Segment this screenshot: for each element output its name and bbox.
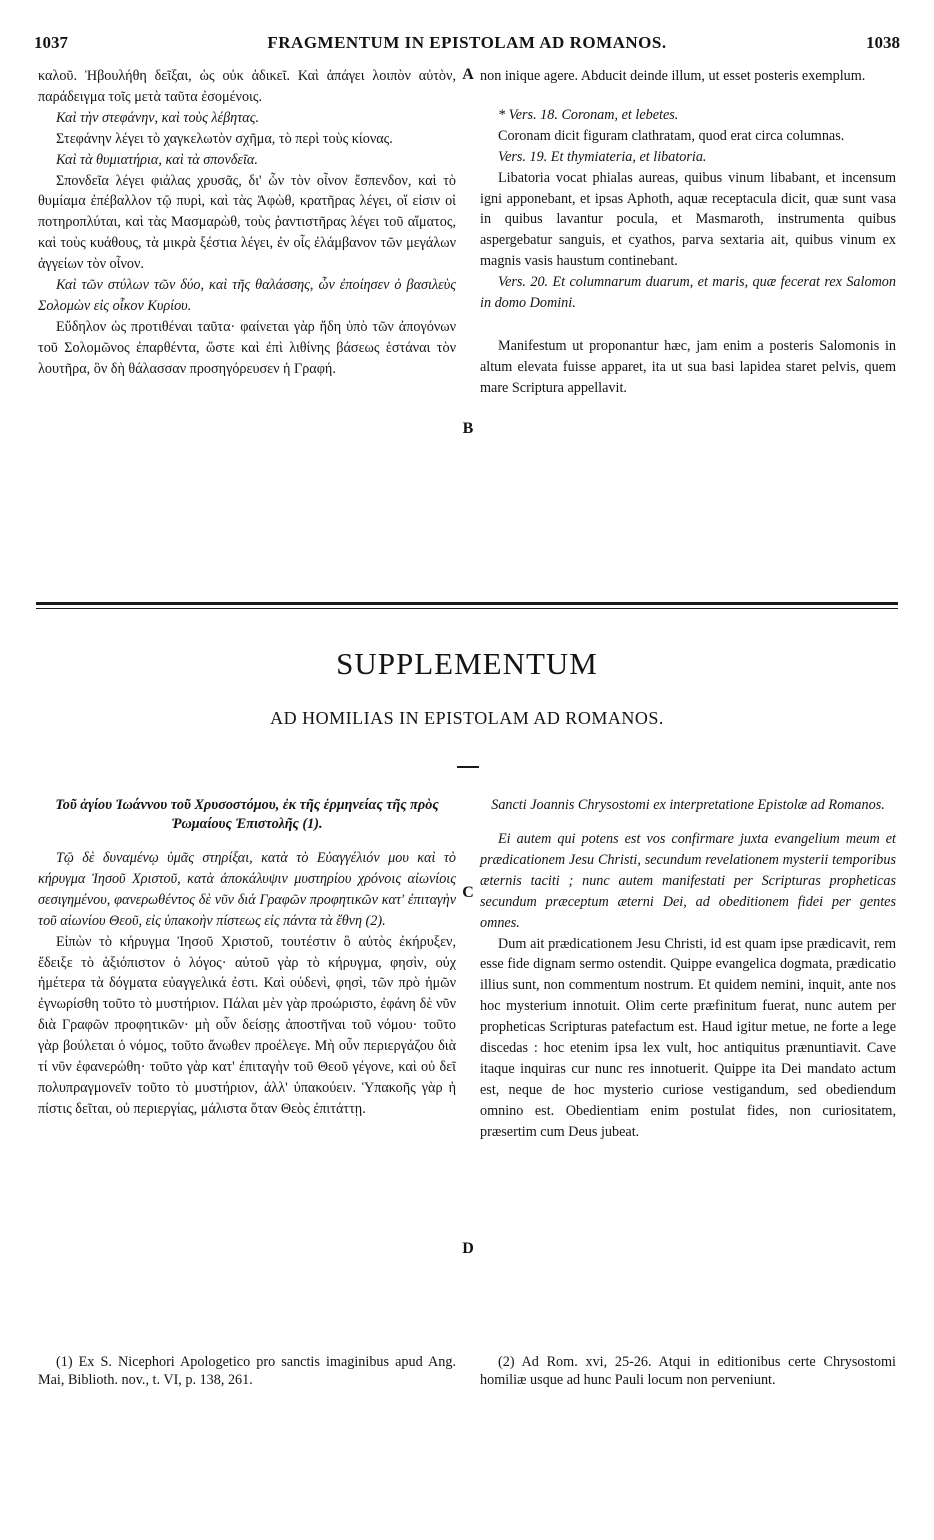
greek-section-title: Τοῦ ἁγίου Ἰωάννου τοῦ Χρυσοστόμου, ἐκ τῆς ἑρμηνείας τῆς πρὸς Ῥωμαίους Ἐπιστολῆς (1). <box>55 797 439 832</box>
page-number-left: 1037 <box>34 33 68 52</box>
greek-column-top <box>38 66 456 380</box>
latin-lemma: * Vers. 18. Coronam, et lebetes. <box>498 106 679 123</box>
page-number-right: 1038 <box>866 33 900 52</box>
greek-paragraph: Εἰπὼν τὸ κήρυγμα Ἰησοῦ Χριστοῦ, τουτέστιν ὃ αὐτὸς ἐκήρυξεν, ἔδειξε τὸ ἀξιόπιστον ὁ λόγος· αὐτοῦ γὰρ τὸ κήρυγμα, φησὶν, οὐχ ἡμέτερα τὰ δόγματα εὐαγγελικά ἐστι. Καὶ οὐδενὶ, φησὶ, τῶν πρὸ ἡμῶν ἐγνωρίσθη τοῦτο τὸ μυστήριον. Πάλαι μὲν γὰρ προώριστο, ἐφάνη δὲ νῦν διὰ Γραφῶν προφητικῶν· μὴ οὖν δείσῃς ἀποστῆναι τοῦ νόμου· τοῦτο γὰρ βούλεται ὁ νόμος, τοῦτο ἄνωθεν προέλεγε. Μὴ οὖν περιεργάζου διὰ τί νῦν ἐφανερώθη· τοῦτο γὰρ κατ' ἐπιταγὴν τοῦ Θεοῦ γέγονε, καὶ οὐ δεῖ πολυπραγμονεῖν τοῦτο τὸ μυστήριον, ἀλλ' ὑπακούειν. Ὑπακοῆς γὰρ ἡ πίστις δεῖται, οὐ περιεργίας, μάλιστα ὅταν Θεὸς ἐπιτάττῃ. <box>38 933 456 1117</box>
greek-paragraph: Στεφάνην λέγει τὸ χαγκελωτὸν σχῆμα, τὸ περὶ τοὺς κίονας. <box>56 130 393 147</box>
title-dash <box>457 766 479 768</box>
greek-lemma: Καὶ τὰ θυμιατήρια, καὶ τὰ σπονδεῖα. <box>56 151 258 168</box>
greek-paragraph: καλοῦ. Ἠβουλήθη δεῖξαι, ὡς οὐκ ἀδικεῖ. Καὶ ἀπάγει λοιπὸν αὐτὸν, παράδειγμα τοῖς μετὰ ταῦτα ἐσομένοις. <box>38 68 456 105</box>
running-title: FRAGMENTUM IN EPISTOLAM AD ROMANOS. <box>267 33 667 52</box>
latin-paragraph: Dum ait prædicationem Jesu Christi, id est quam ipse prædicavit, rem esse fide dignam sermo ostendit. Quippe evangelica dogmata, prædicatio illius sunt, non commentum nostrum. Et quidem nemini, inquit, ante nos hoc mysterium innotuit. Olim certe præfinitum fuerat, nunc autem per propheticas Scripturas patefactum est. Haud igitur metue, ne forte a lege discedas : hoc etenim ipsa lex vult, hoc antiquitus prænuntiavit. Cave itaque inquiras cur nunc res innotuerit. Quippe ita Dei mandato actum est, neque de hoc mysterio curiose vestigandum, sed obediendum omnino est. Obedientiam enim postulat fides, non curiositatem, præsertim cum Deus jubeat. <box>480 935 896 1140</box>
supplement-subtitle: AD HOMILIAS IN EPISTOLAM AD ROMANOS. <box>270 708 664 728</box>
margin-letter-a: A <box>462 66 474 83</box>
latin-lemma: Ei autem qui potens est vos confirmare juxta evangelium meum et prædicationem Jesu Christi, secundum revelationem mysterii temporibus æternis taciti ; nunc autem manifestati per Scripturas propheticas secundum præceptum æterni Dei, ad obeditionem fidei per gentes omnes. <box>480 831 896 931</box>
latin-section-title: Sancti Joannis Chrysostomi ex interpretatione Epistolæ ad Romanos. <box>491 797 885 813</box>
greek-column-supplement <box>38 796 456 1120</box>
latin-lemma: Vers. 19. Et thymiateria, et libatoria. <box>498 148 707 165</box>
page-header <box>34 33 900 57</box>
greek-paragraph: Εὔδηλον ὡς προτιθέναι ταῦτα· φαίνεται γὰρ ἤδη ὑπὸ τῶν ἀπογόνων τοῦ Σολομῶνος ἐπαρθέντα, ὥστε καὶ ἐπὶ λιθίνης βάσεως ἑστάναι τὸν λουτῆρα, ὃν δὴ θάλασσαν προσηγόρευσεν ἡ Γραφή. <box>38 318 456 377</box>
greek-paragraph: Σπονδεῖα λέγει φιάλας χρυσᾶς, δι' ὧν τὸν οἶνον ἔσπενδον, καὶ τὸ θυμίαμα ἐπέβαλλον τῷ πυρὶ, καὶ τὰς Ἀφὼθ, κρατῆρας λέγει, οἵ εἰσιν οἱ ποτηροπλύται, καὶ τὰς Μασμαρὼθ, τοὺς ῥαντιστῆρας λέγει τοῦ αἵματος, καὶ τοὺς κυάθους, τὰ μικρὰ ξέστια λέγει, ἐν οἷς ἐλάμβανον τῶν μεγάλων ἀγγείων τὸν οἶνον. <box>38 172 456 273</box>
latin-paragraph: Libatoria vocat phialas aureas, quibus vinum libabant, et incensum igni apponebant, et ipsas Aphoth, aquæ receptacula dicit, quæ sunt vasa in quibus lavantur pocula, et Masmaroth, instrumenta quibus aspergebatur sanguis, et cyathos, parva sextaria ait, quibus vinum ex magnis vasis haustum continebant. <box>480 169 896 270</box>
section-divider-thin <box>36 608 898 609</box>
margin-letter-d: D <box>462 1240 474 1257</box>
latin-paragraph: non inique agere. Abducit deinde illum, ut esset posteris exemplum. <box>480 68 866 84</box>
latin-column-supplement <box>480 796 896 1143</box>
latin-paragraph: Manifestum ut proponantur hæc, jam enim a posteris Salomonis in altum elevata fuisse apparet, ita ut sua basi lapidea staret pelvis, quem mare Scriptura appellavit. <box>480 337 896 396</box>
latin-paragraph: Coronam dicit figuram clathratam, quod erat circa columnas. <box>498 127 845 144</box>
greek-lemma: Τῷ δὲ δυναμένῳ ὑμᾶς στηρίξαι, κατὰ τὸ Εὐαγγέλιόν μου καὶ τὸ κήρυγμα Ἰησοῦ Χριστοῦ, κατὰ ἀποκάλυψιν μυστηρίου χρόνοις αἰωνίοις σεσιγημένου, φανερωθέντος δὲ νῦν διά Γραφῶν προφητικῶν κατ' ἐπιταγὴν τοῦ αἰωνίου Θεοῦ, εἰς ὑπακοὴν πίστεως εἰς πάντα τὰ ἔθνη (2). <box>38 850 456 929</box>
footnote-text: (1) Ex S. Nicephori Apologetico pro sanctis imaginibus apud Ang. Mai, Biblioth. nov., t. VI, p. 138, 261. <box>38 1354 456 1388</box>
footnote-text: (2) Ad Rom. xvi, 25-26. Atqui in editionibus certe Chrysostomi homiliæ usque ad hunc Pauli locum non perveniunt. <box>480 1354 896 1388</box>
section-divider <box>36 602 898 605</box>
supplement-title: SUPPLEMENTUM <box>336 646 598 681</box>
latin-column-top <box>480 66 896 399</box>
footnote-right <box>480 1354 896 1389</box>
latin-lemma: Vers. 20. Et columnarum duarum, et maris, quæ fecerat rex Salomon in domo Domini. <box>480 274 896 312</box>
greek-lemma: Καὶ τῶν στύλων τῶν δύο, καὶ τῆς θαλάσσης, ὧν ἐποίησεν ὁ βασιλεὺς Σολομὼν εἰς οἶκον Κυρίου. <box>38 277 456 314</box>
margin-letter-b: B <box>462 420 474 437</box>
footnote-left <box>38 1354 456 1389</box>
greek-lemma: Καὶ τὴν στεφάνην, καὶ τοὺς λέβητας. <box>56 109 260 126</box>
margin-letter-c: C <box>462 884 474 901</box>
